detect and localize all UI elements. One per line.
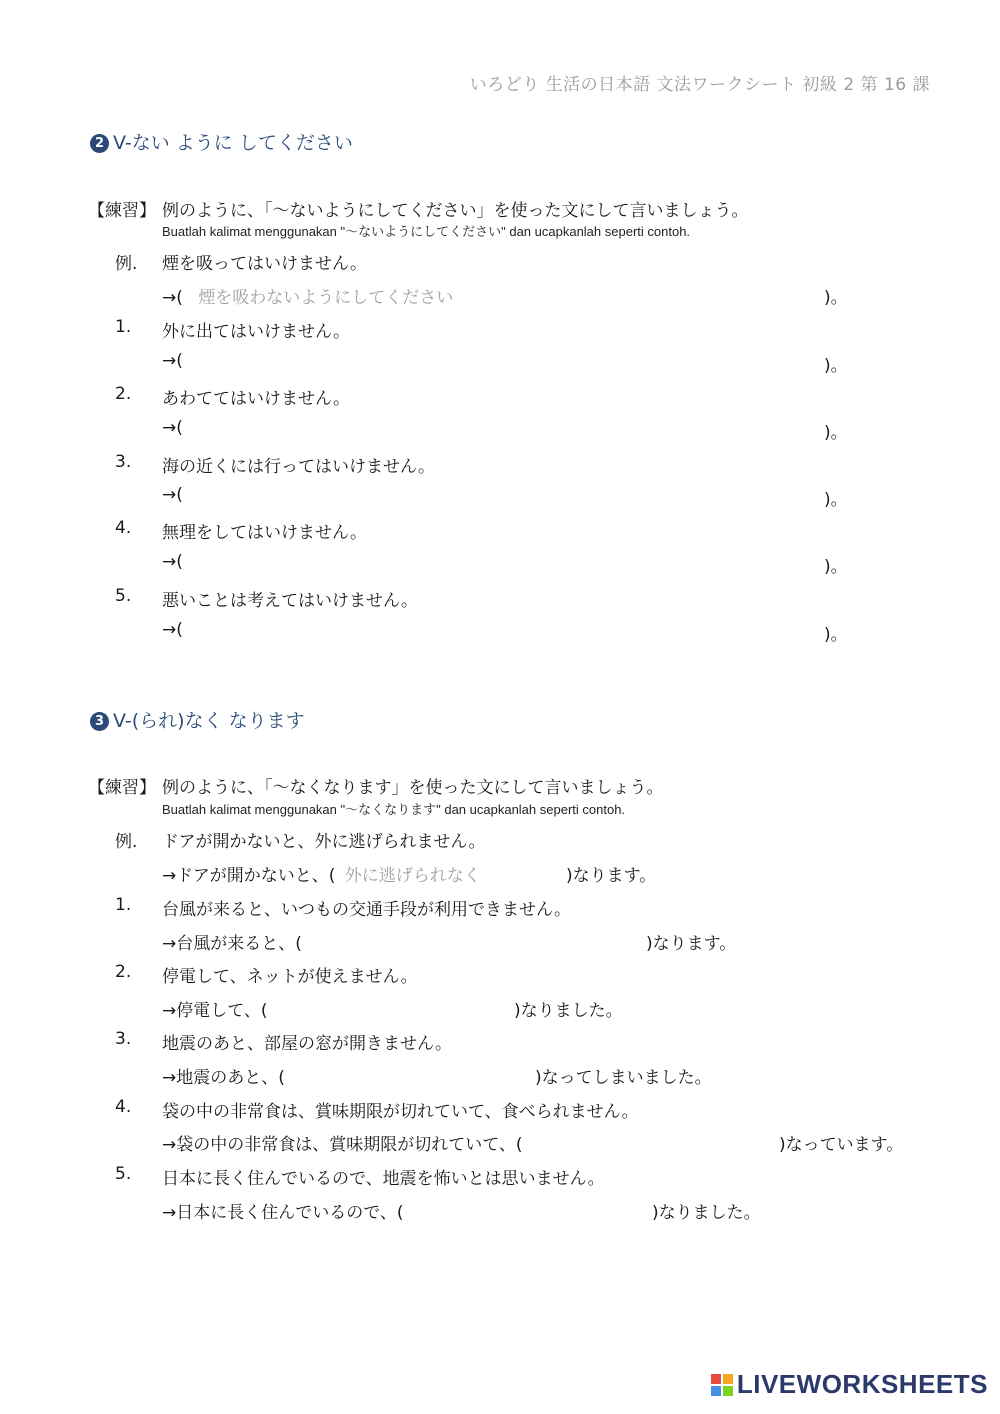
section-3-translation: Buatlah kalimat menggunakan "～なくなります" dan ucapkanlah seperti contoh. [162,802,626,817]
s2-item-4-number: 4. [115,518,132,538]
section-3-example-answer: 外に逃げられなく [344,866,481,886]
s2-item-1-answer-input[interactable] [190,349,810,371]
s3-item-3-suffix: )なってしまいました。 [535,1068,712,1088]
section-3-example-sentence: ドアが開かないと、外に逃げられません。 [162,832,486,852]
liveworksheets-logo[interactable] [711,1369,988,1400]
s2-item-4-suffix: )。 [824,557,848,577]
section-3-title [90,706,305,733]
s2-item-2-number: 2. [115,384,132,404]
s3-item-2-sentence: 停電して、ネットが使えません。 [162,967,418,987]
answer-close: )。 [824,288,848,308]
section-3-practice-label: 【練習】 [88,778,156,798]
section-2-example-answer-row [162,283,453,308]
s3-item-2-suffix: )なりました。 [514,1001,623,1021]
s3-item-1-suffix: )なります。 [646,934,737,954]
s2-item-4-prefix: →( [162,552,183,572]
section-3-number-badge: 3 [90,712,109,731]
section-2-instruction: 例のように、「～ないようにしてください」を使った文にして言いましょう。 [162,201,749,221]
liveworksheets-logo-icon [711,1374,733,1396]
s2-item-1-suffix: )。 [824,356,848,376]
s2-item-3-prefix: →( [162,485,183,505]
s3-item-5-answer-input[interactable] [410,1196,648,1218]
s2-item-3-sentence: 海の近くには行ってはいけません。 [162,457,436,477]
s3-item-1-number: 1. [115,895,132,915]
s3-item-2-answer-input[interactable] [268,994,510,1016]
s2-item-5-answer-input[interactable] [190,618,810,640]
s3-item-4-number: 4. [115,1097,132,1117]
s2-item-4-answer-input[interactable] [190,550,810,572]
section-3-title-text: V-(られ)なく なります [113,710,305,732]
s3-item-3-sentence: 地震のあと、部屋の窓が開きません。 [162,1034,453,1054]
s2-item-2-suffix: )。 [824,423,848,443]
s3-item-3-answer-input[interactable] [290,1061,530,1083]
s3-item-5-suffix: )なりました。 [652,1203,761,1223]
section-3-instruction: 例のように、「～なくなります」を使った文にして言いましょう。 [162,778,664,798]
s3-item-1-answer-input[interactable] [306,927,641,949]
s3-item-5-sentence: 日本に長く住んでいるので、地震を怖いとは思いません。 [162,1169,605,1189]
s2-item-5-suffix: )。 [824,625,848,645]
s2-item-1-prefix: →( [162,351,183,371]
s3-item-4-suffix: )なっています。 [779,1135,904,1155]
s2-item-1-number: 1. [115,317,132,337]
s3-item-2-number: 2. [115,962,132,982]
section-2-example-answer: 煙を吸わないようにしてください [198,288,454,308]
s3-item-5-number: 5. [115,1164,132,1184]
s2-item-1-sentence: 外に出てはいけません。 [162,322,351,342]
s3-item-4-prefix: →袋の中の非常食は、賞味期限が切れていて、( [162,1135,523,1155]
s2-item-2-prefix: →( [162,418,183,438]
section-2-translation: Buatlah kalimat menggunakan "～ないようにしてください" dan ucapkanlah seperti contoh. [162,224,691,239]
liveworksheets-brand-text: LIVEWORKSHEETS [736,1369,988,1399]
s2-item-2-sentence: あわててはいけません。 [162,389,351,409]
section-2-practice-label: 【練習】 [88,201,156,221]
section-3-example-answer-row [162,861,481,886]
section-2-example-label: 例. [115,254,138,274]
section-2-title-text: V-ない ように してください [113,132,353,154]
section-2-title [90,128,353,155]
s3-item-3-prefix: →地震のあと、( [162,1068,285,1088]
s3-item-4-sentence: 袋の中の非常食は、賞味期限が切れていて、食べられません。 [162,1102,639,1122]
s2-item-3-number: 3. [115,452,132,472]
worksheet-header: いろどり 生活の日本語 文法ワークシート 初級 2 第 16 課 [469,75,930,95]
section-3-example-suffix: )なります。 [566,866,657,886]
s3-item-3-number: 3. [115,1029,132,1049]
s3-item-4-answer-input[interactable] [536,1128,774,1150]
s3-item-1-prefix: →台風が来ると、( [162,934,302,954]
section-3-example-label: 例. [115,832,138,852]
s3-item-2-prefix: →停電して、( [162,1001,268,1021]
s3-item-1-sentence: 台風が来ると、いつもの交通手段が利用できません。 [162,900,572,920]
s2-item-3-answer-input[interactable] [190,483,810,505]
s2-item-5-sentence: 悪いことは考えてはいけません。 [162,591,419,611]
s2-item-4-sentence: 無理をしてはいけません。 [162,523,368,543]
answer-prefix: →ドアが開かないと、( [162,866,336,886]
s2-item-5-prefix: →( [162,620,183,640]
s2-item-2-answer-input[interactable] [190,416,810,438]
s2-item-3-suffix: )。 [824,490,848,510]
section-2-number-badge: 2 [90,134,109,153]
s2-item-5-number: 5. [115,586,132,606]
s3-item-5-prefix: →日本に長く住んでいるので、( [162,1203,404,1223]
section-2-example-sentence: 煙を吸ってはいけません。 [162,254,368,274]
answer-prefix: →( [162,288,183,308]
